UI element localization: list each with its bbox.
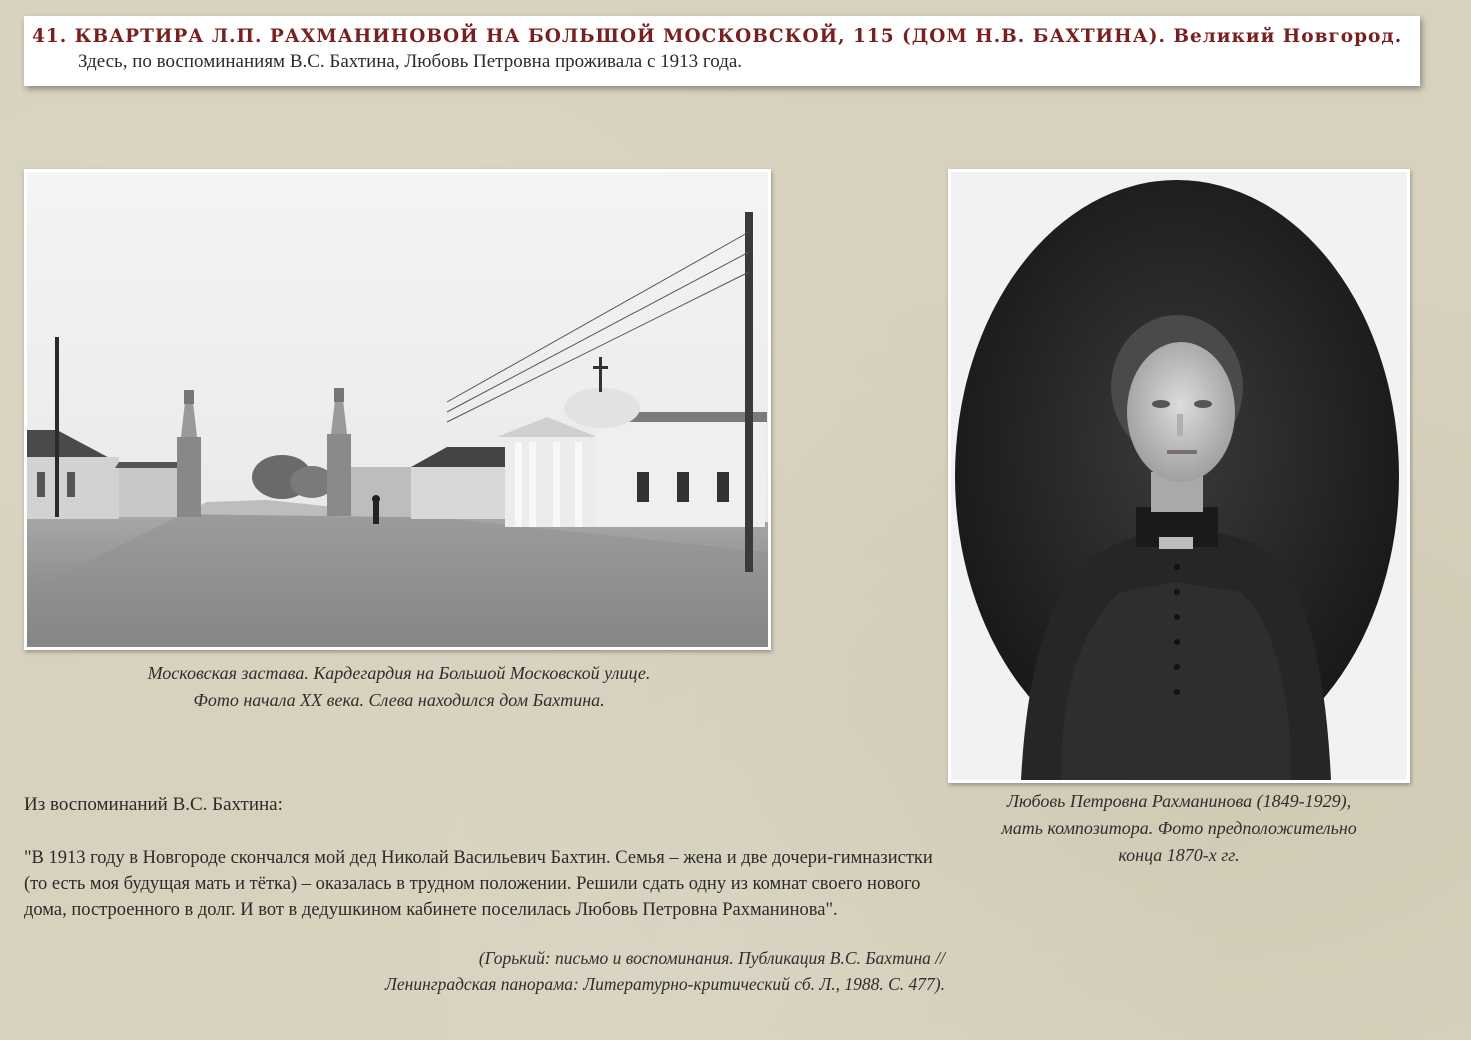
memoir-quote: "В 1913 году в Новгороде скончался мой дед Николай Васильевич Бахтин. Семья – жена и две дочери-гимназистки (то есть моя будущая мать и тётка) – оказалась в трудном положении. Решили сдать одну из комнат своего нового дома, построенного в долг. И вот в дедушкином кабинете поселилась Любовь Петровна Рахманинова". xyxy=(24,848,933,920)
header-banner xyxy=(24,16,1420,86)
portrait-photo-image xyxy=(951,172,1407,780)
memoir-heading: Из воспоминаний В.С. Бахтина: xyxy=(24,794,283,815)
page-subtitle: Здесь, по воспоминаниям В.С. Бахтина, Любовь Петровна проживала с 1913 года. xyxy=(78,51,743,72)
source-line: (Горький: письмо и воспоминания. Публикация В.С. Бахтина // xyxy=(478,948,945,968)
street-photo-caption xyxy=(24,660,774,714)
source-line: Ленинградская панорама: Литературно-критический сб. Л., 1988. С. 477). xyxy=(385,974,945,994)
portrait-photo-caption xyxy=(948,788,1410,869)
memoir-source xyxy=(250,945,945,997)
street-photo xyxy=(24,169,771,650)
page-title: 41. КВАРТИРА Л.П. РАХМАНИНОВОЙ НА БОЛЬШОЙ МОСКОВСКОЙ, 115 (ДОМ Н.В. БАХТИНА). Великий Новгород. xyxy=(32,26,1403,47)
caption-line: конца 1870-х гг. xyxy=(1118,845,1240,865)
caption-line: Любовь Петровна Рахманинова (1849-1929), xyxy=(1006,791,1352,811)
portrait-photo xyxy=(948,169,1410,783)
caption-line: Фото начала XX века. Слева находился дом Бахтина. xyxy=(193,690,605,710)
caption-line: мать композитора. Фото предположительно xyxy=(1001,818,1357,838)
caption-line: Московская застава. Кардегардия на Большой Московской улице. xyxy=(147,663,651,683)
street-photo-image xyxy=(27,172,768,647)
